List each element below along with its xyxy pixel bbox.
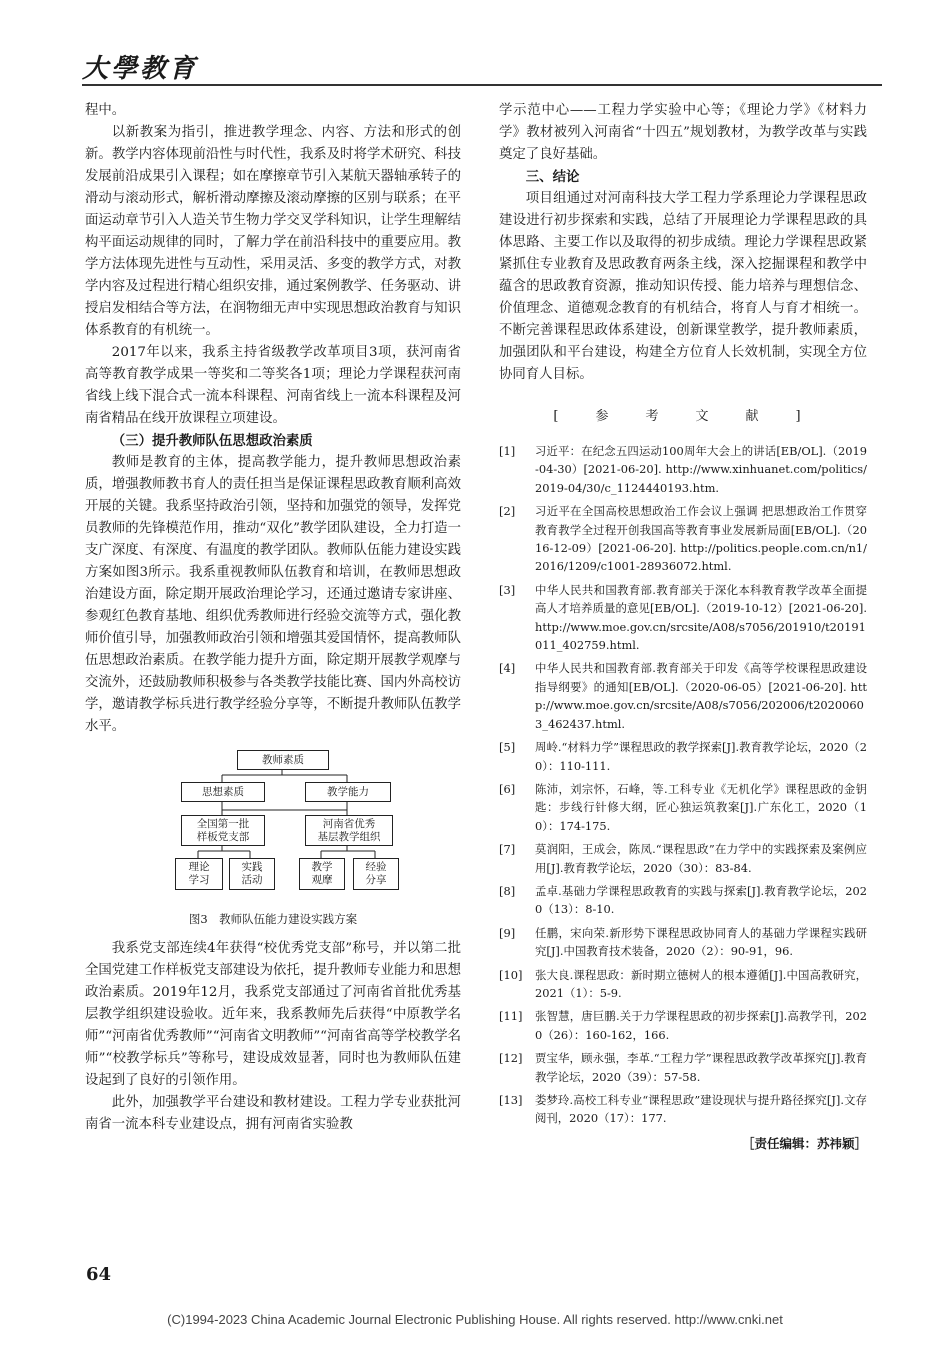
- section-heading: 三、结论: [525, 169, 580, 185]
- reference-number: [4]: [499, 661, 516, 676]
- reference-number: [13]: [499, 1093, 523, 1107]
- reference-number: [7]: [499, 842, 516, 857]
- diagram-root-node: 教师素质: [237, 750, 329, 770]
- reference-text: 中华人民共和国教育部.教育部关于深化本科教育教学改革全面提高人才培养质量的意见[EB/OL].（2019-10-12）[2021-06-20]. http://www.moe.gov.cn/srcsite/A08/s7056/201910/t20191011_402759.html.: [535, 582, 867, 653]
- references-title: [ 参 考 文 献 ]: [553, 409, 813, 424]
- copyright-footer: (C)1994-2023 China Academic Journal Electronic Publishing House. All rights reserved. http://www.cnki.net: [167, 1312, 783, 1327]
- diagram-leaf-sharing: 经验 分享: [353, 858, 399, 890]
- reference-item: [499, 924, 867, 961]
- reference-item: [499, 442, 867, 497]
- diagram-leaf-observation: 教学 观摩: [299, 858, 345, 890]
- left-column: [85, 100, 461, 1136]
- reference-text: 习近平：在纪念五四运动100周年大会上的讲话[EB/OL].（2019-04-30）[2021-06-20]. http://www.xinhuanet.com/politics/2019-04/30/c_1124440193.htm.: [535, 444, 867, 495]
- diagram-node-teaching-org: 河南省优秀 基层教学组织: [305, 815, 393, 846]
- reference-item: [499, 581, 867, 655]
- reference-number: [2]: [499, 504, 516, 519]
- reference-number: [5]: [499, 740, 516, 755]
- diagram-node-party-branch: 全国第一批 样板党支部: [181, 815, 265, 846]
- diagram-node-teaching: 教学能力: [305, 782, 391, 802]
- reference-number: [6]: [499, 781, 516, 796]
- paragraph: 学示范中心——工程力学实验中心等；《理论力学》《材料力学》教材被列入河南省“十四五”规划教材，为教学改革与实践奠定了良好基础。: [499, 103, 867, 162]
- paragraph: 程中。: [85, 103, 126, 118]
- reference-text: 孟卓.基础力学课程思政教育的实践与探索[J].教育教学论坛，2020（13）：8-10.: [535, 883, 867, 917]
- reference-text: 陈沛，刘宗怀，石峰，等.工科专业《无机化学》课程思政的金钥匙：步线行针修大纲，匠心独运筑教案[J].广东化工，2020（10）：174-175.: [535, 781, 867, 833]
- reference-item: [499, 840, 867, 877]
- responsible-editor: ［责任编辑：苏祎颖］: [741, 1135, 867, 1151]
- reference-number: [10]: [499, 967, 523, 982]
- paragraph: 以新教案为指引，推进教学理念、内容、方法和形式的创新。教学内容体现前沿性与时代性，我系及时将学术研究、科技发展前沿成果引入课程；如在摩擦章节引入某航天器轴承转子的滑动与滚动形式，解析滑动摩擦及滚动摩擦的区别与联系；在平面运动章节引入人造关节生物力学交叉学科知识，让学生理解结构平面运动规律的同时，了解力学在前沿科技中的重要应用。教学方法体现先进性与互动性，采用灵活、多变的教学方式，对教学内容及过程进行精心组织安排，通过案例教学、任务驱动、讲授启发相结合等方法，在润物细无声中实现思想政治教育与知识体系教育的有机统一。: [85, 125, 461, 338]
- diagram-leaf-theory: 理论 学习: [175, 858, 223, 890]
- right-column: [499, 100, 867, 1155]
- reference-number: [1]: [499, 444, 516, 458]
- reference-number: [8]: [499, 883, 516, 898]
- reference-item: [499, 659, 867, 733]
- paragraph: 项目组通过对河南科技大学工程力学系理论力学课程思政建设进行初步探索和实践，总结了开展理论力学课程思政的具体思路、主要工作以及取得的初步成绩。理论力学课程思政紧紧抓住专业教育及思政教育两条主线，深入挖掘课程和教学中蕴含的思政教育资源，推动知识传授、能力培养与理想信念、价值理念、道德观念教育的有机结合，将育人与育才相统一。不断完善课程思政体系建设，创新课堂教学，提升教师素质，加强团队和平台建设，构建全方位育人长效机制，实现全方位协同育人目标。: [499, 191, 867, 382]
- reference-text: 中华人民共和国教育部.教育部关于印发《高等学校课程思政建设指导纲要》的通知[EB/OL].（2020-06-05）[2021-06-20]. http://www.moe.gov.cn/srcsite/A08/s7056/202006/t20200603_462437.html.: [535, 661, 867, 731]
- references-list: [499, 442, 867, 1128]
- reference-number: [12]: [499, 1051, 523, 1066]
- section-subheading: （三）提升教师队伍思想政治素质: [111, 433, 313, 449]
- reference-number: [11]: [499, 1009, 523, 1024]
- reference-text: 张大良.课程思政：新时期立德树人的根本遵循[J].中国高教研究，2021（1）：5-9.: [535, 967, 867, 1000]
- reference-number: [9]: [499, 925, 516, 940]
- paragraph: 教师是教育的主体，提高教学能力，提升教师思想政治素质，增强教师教书育人的责任担当是保证课程思政教育顺利高效开展的关键。我系坚持政治引领，坚持和加强党的领导，发挥党员教师的先锋模范作用，推动“双化”教学团队建设，全力打造一支广深度、有深度、有温度的教学团队。教师队伍能力建设实践方案如图3所示。我系重视教师队伍教育和培训，在教师思想政治建设方面，除定期开展政治理论学习，还通过邀请专家讲座、参观红色教育基地、组织优秀教师进行经验交流等方式，强化教师价值引导，加强教师政治引领和增强其爱国情怀，提高教师队伍思想政治素质。在教学能力提升方面，除定期开展教学观摩与交流外，还鼓励教师积极参与各类教学技能比赛、国内外高校访学，邀请教学标兵进行教学经验分享等，不断提升教师队伍教学水平。: [85, 455, 461, 734]
- reference-text: 娄梦玲.高校工科专业“课程思政”建设现状与提升路径探究[J].文存阅刊，2020（17）：177.: [535, 1093, 867, 1126]
- reference-item: [499, 882, 867, 919]
- header-rule: [82, 84, 882, 86]
- diagram-leaf-practice: 实践 活动: [229, 858, 275, 890]
- paragraph: 此外，加强教学平台建设和教材建设。工程力学专业获批河南省一流本科专业建设点，拥有河南省实验教: [85, 1095, 461, 1132]
- reference-item: [499, 1091, 867, 1128]
- reference-text: 莫润阳，王成会，陈凤.“课程思政”在力学中的实践探索及案例应用[J].教育教学论坛，2020（30）：83-84.: [535, 842, 867, 875]
- reference-text: 张智慧，唐巨鹏.关于力学课程思政的初步探索[J].高教学刊，2020（26）：160-162，166.: [535, 1009, 867, 1042]
- reference-item: [499, 780, 867, 835]
- figure-caption: 图3 教师队伍能力建设实践方案: [188, 912, 358, 926]
- reference-text: 周岭.“材料力学”课程思政的教学探索[J].教育教学论坛，2020（20）：110-111.: [535, 740, 867, 773]
- reference-text: 贾宝华，顾永强，李革.“工程力学”课程思政教学改革探究[J].教育教学论坛，2020（39）：57-58.: [535, 1051, 867, 1084]
- reference-item: [499, 1049, 867, 1086]
- journal-header-title: 大學教育: [82, 54, 199, 84]
- paragraph: 我系党支部连续4年获得“校优秀党支部”称号，并以第二批全国党建工作样板党支部建设为依托，提升教师专业能力和思想政治素质。2019年12月，我系党支部通过了河南省首批优秀基层教学组织建设验收。近年来，我系教师先后获得“中原教学名师”“河南省优秀教师”“河南省文明教师”“河南省高等学校教学名师”“校教学标兵”等称号，建设成效显著，同时也为教师队伍建设起到了良好的引领作用。: [85, 941, 461, 1088]
- paragraph: 2017年以来，我系主持省级教学改革项目3项，获河南省高等教育教学成果一等奖和二等奖各1项；理论力学课程获河南省线上线下混合式一流本科课程、河南省线上一流本科课程及河南省精品在线开放课程立项建设。: [85, 345, 461, 426]
- diagram-node-ideology: 思想素质: [181, 782, 265, 802]
- reference-item: [499, 966, 867, 1003]
- page-number: 64: [86, 1264, 112, 1285]
- reference-text: 习近平在全国高校思想政治工作会议上强调 把思想政治工作贯穿教育教学全过程开创我国高等教育事业发展新局面[EB/OL].（2016-12-09）[2021-06-20]. http://politics.people.com.cn/n1/2016/1209/c1001-28936072.html.: [535, 504, 867, 574]
- reference-item: [499, 738, 867, 775]
- reference-text: 任鹏，宋向荣.新形势下课程思政协同育人的基础力学课程实践研究[J].中国教育技术装备，2020（2）：90-91，96.: [535, 925, 867, 959]
- reference-number: [3]: [499, 582, 516, 597]
- figure-3-diagram: [85, 750, 461, 930]
- reference-item: [499, 1007, 867, 1044]
- reference-item: [499, 502, 867, 576]
